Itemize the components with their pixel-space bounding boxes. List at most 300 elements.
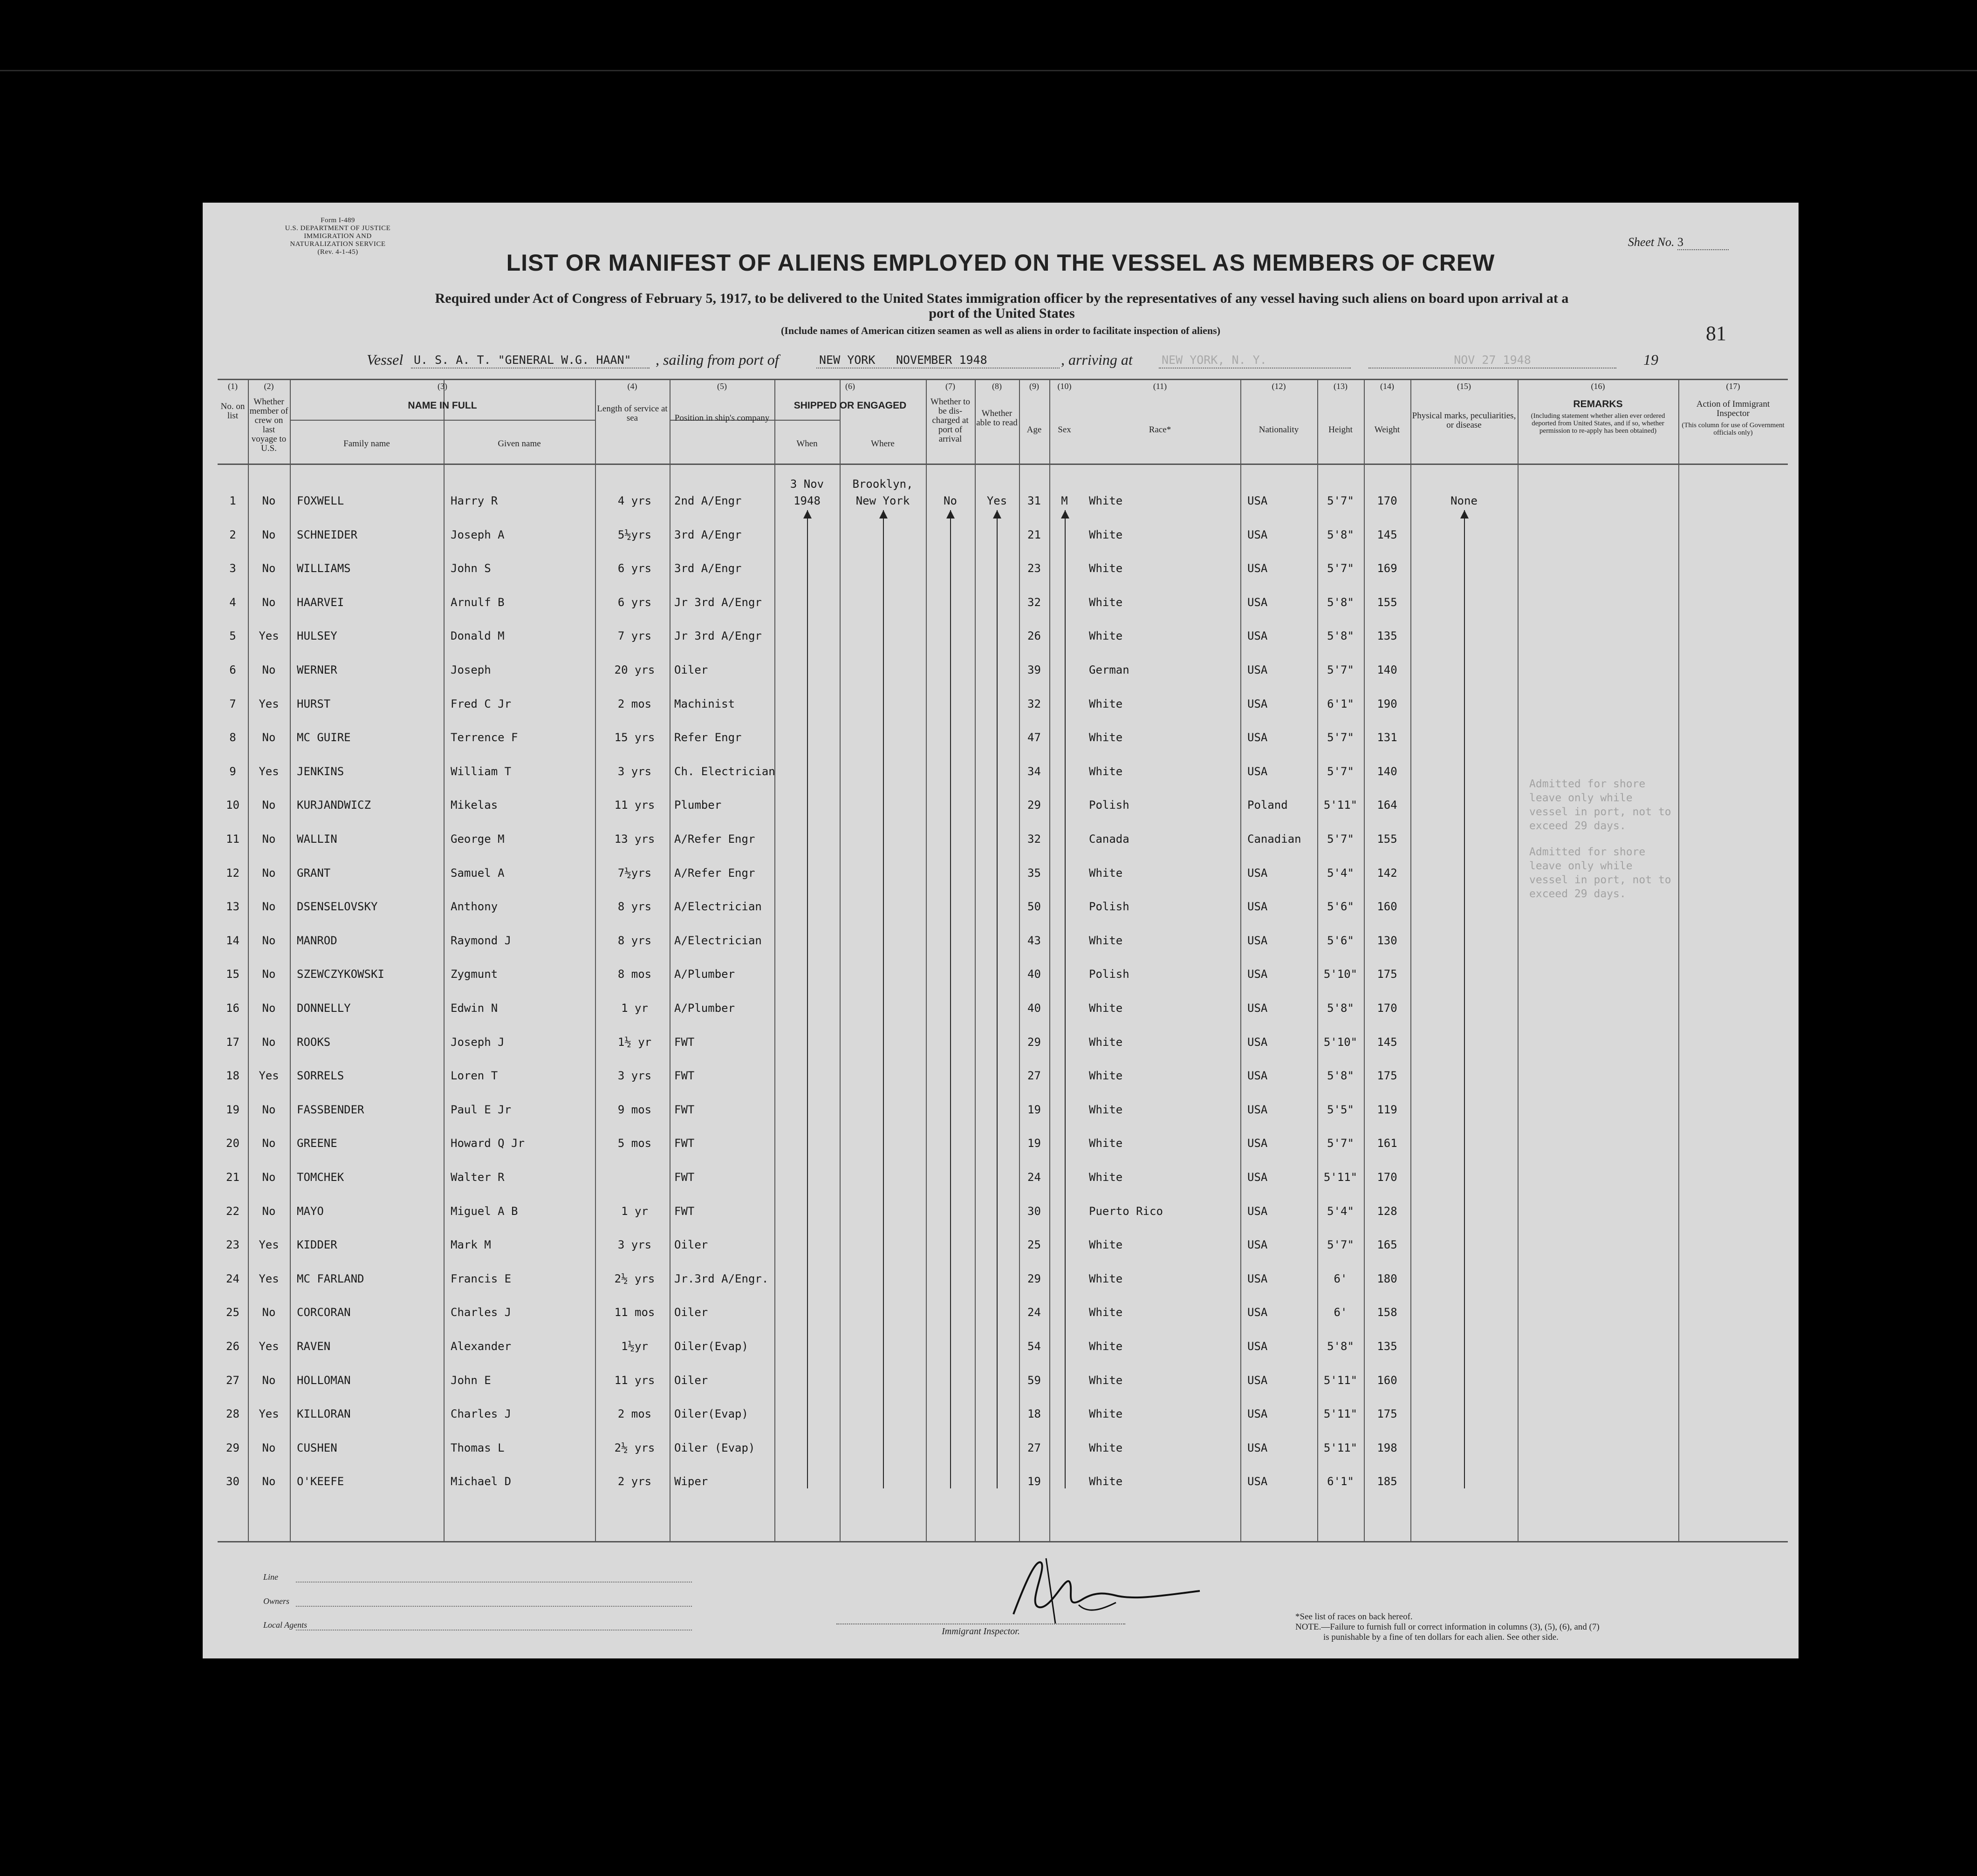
agents-label: Local Agents <box>263 1620 308 1630</box>
shipped-when-day: 3 Nov <box>790 478 824 491</box>
cell-weight: 160 <box>1377 1373 1397 1387</box>
cell-family: MAYO <box>297 1204 324 1218</box>
cell-age: 32 <box>1027 697 1041 710</box>
cell-age: 47 <box>1027 731 1041 744</box>
cell-service: 3 yrs <box>617 764 652 778</box>
cell-member: No <box>262 595 276 609</box>
header-no-on-list: No. on list <box>220 402 245 421</box>
header-family-name: Family name <box>343 439 390 449</box>
cell-height: 5'7" <box>1327 832 1354 846</box>
cell-height: 5'10" <box>1323 968 1358 981</box>
column-number: (14) <box>1380 382 1394 391</box>
arriving-port-stamp: NEW YORK, N. Y. <box>1159 353 1351 368</box>
fine-note-continued: is punishable by a fine of ten dollars for each alien. See other side. <box>1323 1632 1559 1642</box>
crew-manifest-table <box>218 379 1788 1542</box>
cell-weight: 135 <box>1377 1340 1397 1353</box>
cell-service: 3 yrs <box>617 1238 652 1252</box>
cell-height: 5'4" <box>1327 1204 1354 1218</box>
cell-family: HAARVEI <box>297 595 344 609</box>
cell-weight: 170 <box>1377 1171 1397 1184</box>
cell-no: 2 <box>229 528 236 541</box>
header-bottom-rule <box>218 464 1788 465</box>
cell-given: William T <box>451 764 512 778</box>
cell-family: CUSHEN <box>297 1441 337 1454</box>
column-rule <box>1240 379 1241 1542</box>
cell-race: Polish <box>1089 798 1129 812</box>
cell-height: 5'8" <box>1327 1069 1354 1083</box>
requirement-line: Required under Act of Congress of February 5, 1917, to be delivered to the United States immigration officer by the representatives of any vessel having such aliens on board upon arrival at a <box>435 291 1569 306</box>
cell-nationality: USA <box>1247 1407 1268 1421</box>
cell-nationality: USA <box>1247 1441 1268 1454</box>
column-number: (1) <box>228 382 238 391</box>
cell-nationality: USA <box>1247 595 1268 609</box>
cell-no: 12 <box>226 866 239 880</box>
cell-position: FWT <box>674 1069 695 1083</box>
cell-no: 3 <box>229 562 236 575</box>
cell-no: 28 <box>226 1407 239 1421</box>
column-number: (12) <box>1272 382 1286 391</box>
cell-weight: 170 <box>1377 494 1397 507</box>
cell-no: 29 <box>226 1441 239 1454</box>
cell-member: No <box>262 1035 276 1049</box>
column-rule <box>1678 379 1679 1542</box>
name-split-rule <box>444 420 445 1542</box>
cell-age: 39 <box>1027 663 1041 676</box>
cell-member: No <box>262 1137 276 1150</box>
cell-position: 3rd A/Engr <box>674 528 742 541</box>
cell-age: 29 <box>1027 1035 1041 1049</box>
cell-position: Refer Engr <box>674 731 742 744</box>
cell-member: No <box>262 968 276 981</box>
cell-position: A/Refer Engr <box>674 832 755 846</box>
cell-given: Charles J <box>451 1306 512 1319</box>
header-shipped-engaged: SHIPPED OR ENGAGED <box>794 400 907 411</box>
cell-weight: 131 <box>1377 731 1397 744</box>
cell-given: Mark M <box>451 1238 491 1252</box>
cell-no: 7 <box>229 697 236 710</box>
cell-service: 5½yrs <box>617 528 652 541</box>
cell-family: CORCORAN <box>297 1306 351 1319</box>
cell-height: 6'1" <box>1327 1475 1354 1488</box>
column-number: (17) <box>1726 382 1740 391</box>
cell-position: Wiper <box>674 1475 708 1488</box>
vessel-label: Vessel <box>367 351 404 368</box>
sheet-value: 3 <box>1677 235 1729 250</box>
cell-height: 5'7" <box>1327 1238 1354 1252</box>
cell-no: 21 <box>226 1171 239 1184</box>
cell-age: 19 <box>1027 1137 1041 1150</box>
cell-service: 5 mos <box>617 1137 652 1150</box>
cell-nationality: USA <box>1247 1272 1268 1285</box>
cell-height: 5'11" <box>1323 798 1358 812</box>
cell-race: Puerto Rico <box>1089 1204 1163 1218</box>
scanner-edge-line <box>0 70 1977 71</box>
cell-service: 8 yrs <box>617 900 652 914</box>
cell-weight: 142 <box>1377 866 1397 880</box>
cell-no: 11 <box>226 832 239 846</box>
cell-family: GRANT <box>297 866 331 880</box>
cell-weight: 185 <box>1377 1475 1397 1488</box>
cell-race: White <box>1089 764 1123 778</box>
cell-age: 29 <box>1027 1272 1041 1285</box>
arriving-date-stamp: NOV 27 1948 <box>1368 353 1616 368</box>
cell-height: 6' <box>1334 1272 1348 1285</box>
cell-weight: 155 <box>1377 595 1397 609</box>
cell-position: A/Electrician <box>674 934 762 947</box>
cell-age: 43 <box>1027 934 1041 947</box>
column-rule <box>1049 379 1050 1542</box>
vessel-line <box>367 349 1732 373</box>
column-rule <box>1410 379 1411 1542</box>
cell-weight: 140 <box>1377 764 1397 778</box>
races-note: *See list of races on back hereof. <box>1295 1612 1413 1622</box>
cell-nationality: USA <box>1247 764 1268 778</box>
cell-height: 5'10" <box>1323 1035 1358 1049</box>
cell-race: White <box>1089 1407 1123 1421</box>
cell-family: FOXWELL <box>297 494 344 507</box>
header-length-service: Length of service at sea <box>597 404 668 423</box>
cell-position: Plumber <box>674 798 722 812</box>
cell-race: White <box>1089 494 1123 507</box>
cell-member: No <box>262 494 276 507</box>
ditto-arrow <box>997 510 998 1488</box>
cell-nationality: USA <box>1247 1171 1268 1184</box>
cell-no: 17 <box>226 1035 239 1049</box>
column-rule <box>1019 379 1020 1542</box>
cell-age: 21 <box>1027 528 1041 541</box>
cell-nationality: USA <box>1247 1238 1268 1252</box>
cell-position: Oiler <box>674 1238 708 1252</box>
cell-height: 5'6" <box>1327 934 1354 947</box>
cell-family: RAVEN <box>297 1340 331 1353</box>
cell-height: 5'11" <box>1323 1407 1358 1421</box>
cell-service: 1 yr <box>621 1002 648 1015</box>
table-top-rule <box>218 379 1788 380</box>
cell-age: 24 <box>1027 1306 1041 1319</box>
header-when: When <box>796 439 818 449</box>
cell-family: HULSEY <box>297 629 337 643</box>
cell-service: 15 yrs <box>614 731 655 744</box>
cell-weight: 161 <box>1377 1137 1397 1150</box>
cell-height: 6' <box>1334 1306 1348 1319</box>
cell-service: 2½ yrs <box>614 1272 655 1285</box>
cell-member: No <box>262 1475 276 1488</box>
cell-family: SCHNEIDER <box>297 528 358 541</box>
cell-member: No <box>262 832 276 846</box>
cell-race: White <box>1089 1035 1123 1049</box>
header-nationality: Nationality <box>1259 425 1299 435</box>
cell-given: Arnulf B <box>451 595 505 609</box>
manifest-sheet <box>203 203 1799 1658</box>
column-rule <box>975 379 976 1542</box>
cell-age: 30 <box>1027 1204 1041 1218</box>
cell-weight: 130 <box>1377 934 1397 947</box>
cell-family: MC FARLAND <box>297 1272 364 1285</box>
cell-no: 19 <box>226 1103 239 1116</box>
discharged-value: No <box>944 494 957 507</box>
column-number: (10) <box>1057 382 1072 391</box>
cell-given: Charles J <box>451 1407 512 1421</box>
cell-given: Terrence F <box>451 731 518 744</box>
ditto-arrow <box>883 510 884 1488</box>
shipped-where-state: New York <box>855 494 910 507</box>
cell-age: 25 <box>1027 1238 1041 1252</box>
cell-height: 5'7" <box>1327 663 1354 676</box>
cell-nationality: USA <box>1247 1306 1268 1319</box>
cell-race: White <box>1089 697 1123 710</box>
owners-field <box>296 1606 692 1607</box>
header-discharged: Whether to be dis-charged at port of arrival <box>930 397 970 444</box>
cell-member: No <box>262 1103 276 1116</box>
ditto-arrow <box>1464 510 1465 1488</box>
cell-position: Oiler <box>674 1373 708 1387</box>
cell-height: 5'7" <box>1327 562 1354 575</box>
cell-family: MC GUIRE <box>297 731 351 744</box>
ditto-arrow <box>950 510 951 1488</box>
cell-weight: 140 <box>1377 663 1397 676</box>
cell-race: White <box>1089 1238 1123 1252</box>
cell-race: White <box>1089 1137 1123 1150</box>
sailing-label: , sailing from port of <box>656 351 779 368</box>
cell-member: No <box>262 1171 276 1184</box>
cell-no: 30 <box>226 1475 239 1488</box>
cell-service: 3 yrs <box>617 1069 652 1083</box>
cell-height: 5'4" <box>1327 866 1354 880</box>
cell-height: 6'1" <box>1327 697 1354 710</box>
cell-nationality: Poland <box>1247 798 1288 812</box>
cell-age: 18 <box>1027 1407 1041 1421</box>
cell-position: Machinist <box>674 697 735 710</box>
cell-given: Samuel A <box>451 866 505 880</box>
cell-given: Raymond J <box>451 934 512 947</box>
cell-member: Yes <box>259 1238 279 1252</box>
cell-race: White <box>1089 1002 1123 1015</box>
include-note: (Include names of American citizen seamen as well as aliens in order to facilitate inspection of aliens) <box>780 325 1221 336</box>
cell-position: Ch. Electrician <box>674 764 775 778</box>
cell-nationality: USA <box>1247 1340 1268 1353</box>
cell-family: WILLIAMS <box>297 562 351 575</box>
cell-no: 16 <box>226 1002 239 1015</box>
inspector-signature <box>995 1549 1204 1626</box>
cell-age: 59 <box>1027 1373 1041 1387</box>
cell-service: 6 yrs <box>617 595 652 609</box>
cell-weight: 190 <box>1377 697 1397 710</box>
cell-age: 29 <box>1027 798 1041 812</box>
sailing-port: NEW YORK <box>816 353 892 368</box>
cell-family: MANROD <box>297 934 337 947</box>
cell-member: Yes <box>259 697 279 710</box>
header-weight: Weight <box>1374 425 1400 435</box>
cell-race: White <box>1089 1171 1123 1184</box>
cell-no: 9 <box>229 764 236 778</box>
cell-race: White <box>1089 1306 1123 1319</box>
cell-position: Oiler(Evap) <box>674 1340 748 1353</box>
cell-family: SORRELS <box>297 1069 344 1083</box>
cell-position: FWT <box>674 1035 695 1049</box>
cell-height: 5'7" <box>1327 764 1354 778</box>
cell-nationality: USA <box>1247 663 1268 676</box>
cell-service: 2 mos <box>617 697 652 710</box>
cell-height: 5'11" <box>1323 1441 1358 1454</box>
column-number: (16) <box>1591 382 1605 391</box>
cell-given: Walter R <box>451 1171 505 1184</box>
cell-race: White <box>1089 1373 1123 1387</box>
cell-family: GREENE <box>297 1137 337 1150</box>
cell-member: No <box>262 1441 276 1454</box>
cell-given: George M <box>451 832 505 846</box>
cell-position: Oiler(Evap) <box>674 1407 748 1421</box>
vessel-name: U. S. A. T. "GENERAL W.G. HAAN" <box>411 353 650 368</box>
cell-given: Paul E Jr <box>451 1103 512 1116</box>
cell-weight: 128 <box>1377 1204 1397 1218</box>
cell-age: 34 <box>1027 764 1041 778</box>
cell-position: FWT <box>674 1103 695 1116</box>
cell-age: 24 <box>1027 1171 1041 1184</box>
cell-age: 32 <box>1027 595 1041 609</box>
cell-service: 1½ yr <box>617 1035 652 1049</box>
year-prefix: 19 <box>1643 351 1658 368</box>
cell-member: Yes <box>259 1407 279 1421</box>
cell-nationality: USA <box>1247 866 1268 880</box>
cell-race: White <box>1089 1441 1123 1454</box>
cell-no: 6 <box>229 663 236 676</box>
cell-service: 2 yrs <box>617 1475 652 1488</box>
cell-given: Alexander <box>451 1340 512 1353</box>
cell-service: 4 yrs <box>617 494 652 507</box>
cell-nationality: USA <box>1247 1373 1268 1387</box>
cell-weight: 175 <box>1377 968 1397 981</box>
cell-member: No <box>262 1306 276 1319</box>
cell-member: No <box>262 562 276 575</box>
cell-position: A/Electrician <box>674 900 762 914</box>
cell-age: 27 <box>1027 1069 1041 1083</box>
column-number: (7) <box>945 382 955 391</box>
header-sex: Sex <box>1058 425 1071 435</box>
cell-nationality: USA <box>1247 562 1268 575</box>
shipped-where-city: Brooklyn, <box>852 478 913 491</box>
cell-family: JENKINS <box>297 764 344 778</box>
cell-race: White <box>1089 528 1123 541</box>
cell-height: 5'8" <box>1327 1340 1354 1353</box>
cell-nationality: USA <box>1247 1103 1268 1116</box>
cell-position: Jr 3rd A/Engr <box>674 595 762 609</box>
owners-label: Owners <box>263 1596 290 1606</box>
fine-note: NOTE.—Failure to furnish full or correct information in columns (3), (5), (6), and (7) <box>1295 1622 1600 1632</box>
cell-age: 19 <box>1027 1103 1041 1116</box>
cell-no: 1 <box>229 494 236 507</box>
cell-service: 11 mos <box>614 1306 655 1319</box>
cell-position: A/Refer Engr <box>674 866 755 880</box>
cell-race: White <box>1089 1340 1123 1353</box>
cell-family: DSENSELOVSKY <box>297 900 378 914</box>
cell-position: 2nd A/Engr <box>674 494 742 507</box>
cell-race: White <box>1089 731 1123 744</box>
cell-member: No <box>262 934 276 947</box>
cell-height: 5'8" <box>1327 528 1354 541</box>
column-rule <box>1364 379 1365 1542</box>
cell-no: 10 <box>226 798 239 812</box>
cell-given: Francis E <box>451 1272 512 1285</box>
form-number: Form I-489 <box>321 217 355 224</box>
header-given-name: Given name <box>498 439 541 449</box>
cell-weight: 198 <box>1377 1441 1397 1454</box>
cell-member: No <box>262 866 276 880</box>
document-title: LIST OR MANIFEST OF ALIENS EMPLOYED ON THE VESSEL AS MEMBERS OF CREW <box>506 250 1495 276</box>
cell-family: SZEWCZYKOWSKI <box>297 968 384 981</box>
cell-given: Joseph A <box>451 528 505 541</box>
cell-race: White <box>1089 866 1123 880</box>
line-field <box>296 1582 692 1583</box>
arriving-label: , arriving at <box>1061 351 1133 368</box>
cell-race: White <box>1089 1272 1123 1285</box>
cell-given: Donald M <box>451 629 505 643</box>
page-number: 81 <box>1706 322 1726 345</box>
cell-race: White <box>1089 562 1123 575</box>
cell-family: KURJANDWICZ <box>297 798 371 812</box>
cell-height: 5'8" <box>1327 595 1354 609</box>
cell-position: A/Plumber <box>674 968 735 981</box>
cell-member: Yes <box>259 764 279 778</box>
cell-weight: 175 <box>1377 1069 1397 1083</box>
cell-service: 8 mos <box>617 968 652 981</box>
cell-race: White <box>1089 1475 1123 1488</box>
cell-service: 11 yrs <box>614 798 655 812</box>
form-revision: (Rev. 4-1-45) <box>317 248 358 256</box>
cell-nationality: Canadian <box>1247 832 1301 846</box>
cell-family: WALLIN <box>297 832 337 846</box>
cell-position: Oiler <box>674 663 708 676</box>
column-number: (2) <box>264 382 274 391</box>
cell-nationality: USA <box>1247 494 1268 507</box>
cell-height: 5'8" <box>1327 629 1354 643</box>
cell-no: 14 <box>226 934 239 947</box>
cell-given: Fred C Jr <box>451 697 512 710</box>
cell-race: White <box>1089 629 1123 643</box>
cell-nationality: USA <box>1247 697 1268 710</box>
cell-age: 40 <box>1027 1002 1041 1015</box>
cell-member: Yes <box>259 1272 279 1285</box>
column-number: (9) <box>1029 382 1039 391</box>
cell-service: 11 yrs <box>614 1373 655 1387</box>
cell-no: 26 <box>226 1340 239 1353</box>
cell-no: 5 <box>229 629 236 643</box>
cell-member: No <box>262 1002 276 1015</box>
cell-given: Joseph <box>451 663 491 676</box>
cell-height: 5'7" <box>1327 731 1354 744</box>
column-number: (6) <box>845 382 855 391</box>
cell-no: 22 <box>226 1204 239 1218</box>
cell-position: 3rd A/Engr <box>674 562 742 575</box>
cell-family: ROOKS <box>297 1035 331 1049</box>
footer-notes <box>1295 1612 1738 1643</box>
column-rule <box>290 379 291 1542</box>
cell-race: Canada <box>1089 832 1129 846</box>
sheet-number <box>1628 235 1729 250</box>
column-rule <box>1518 379 1519 1542</box>
cell-service: 1 yr <box>621 1204 648 1218</box>
cell-family: O'KEEFE <box>297 1475 344 1488</box>
cell-position: Oiler <box>674 1306 708 1319</box>
cell-family: FASSBENDER <box>297 1103 364 1116</box>
service-name: IMMIGRATION AND NATURALIZATION SERVICE <box>290 232 386 248</box>
cell-member: No <box>262 798 276 812</box>
cell-weight: 164 <box>1377 798 1397 812</box>
cell-weight: 158 <box>1377 1306 1397 1319</box>
cell-height: 5'5" <box>1327 1103 1354 1116</box>
cell-race: White <box>1089 1069 1123 1083</box>
cell-position: A/Plumber <box>674 1002 735 1015</box>
cell-service: 8 yrs <box>617 934 652 947</box>
